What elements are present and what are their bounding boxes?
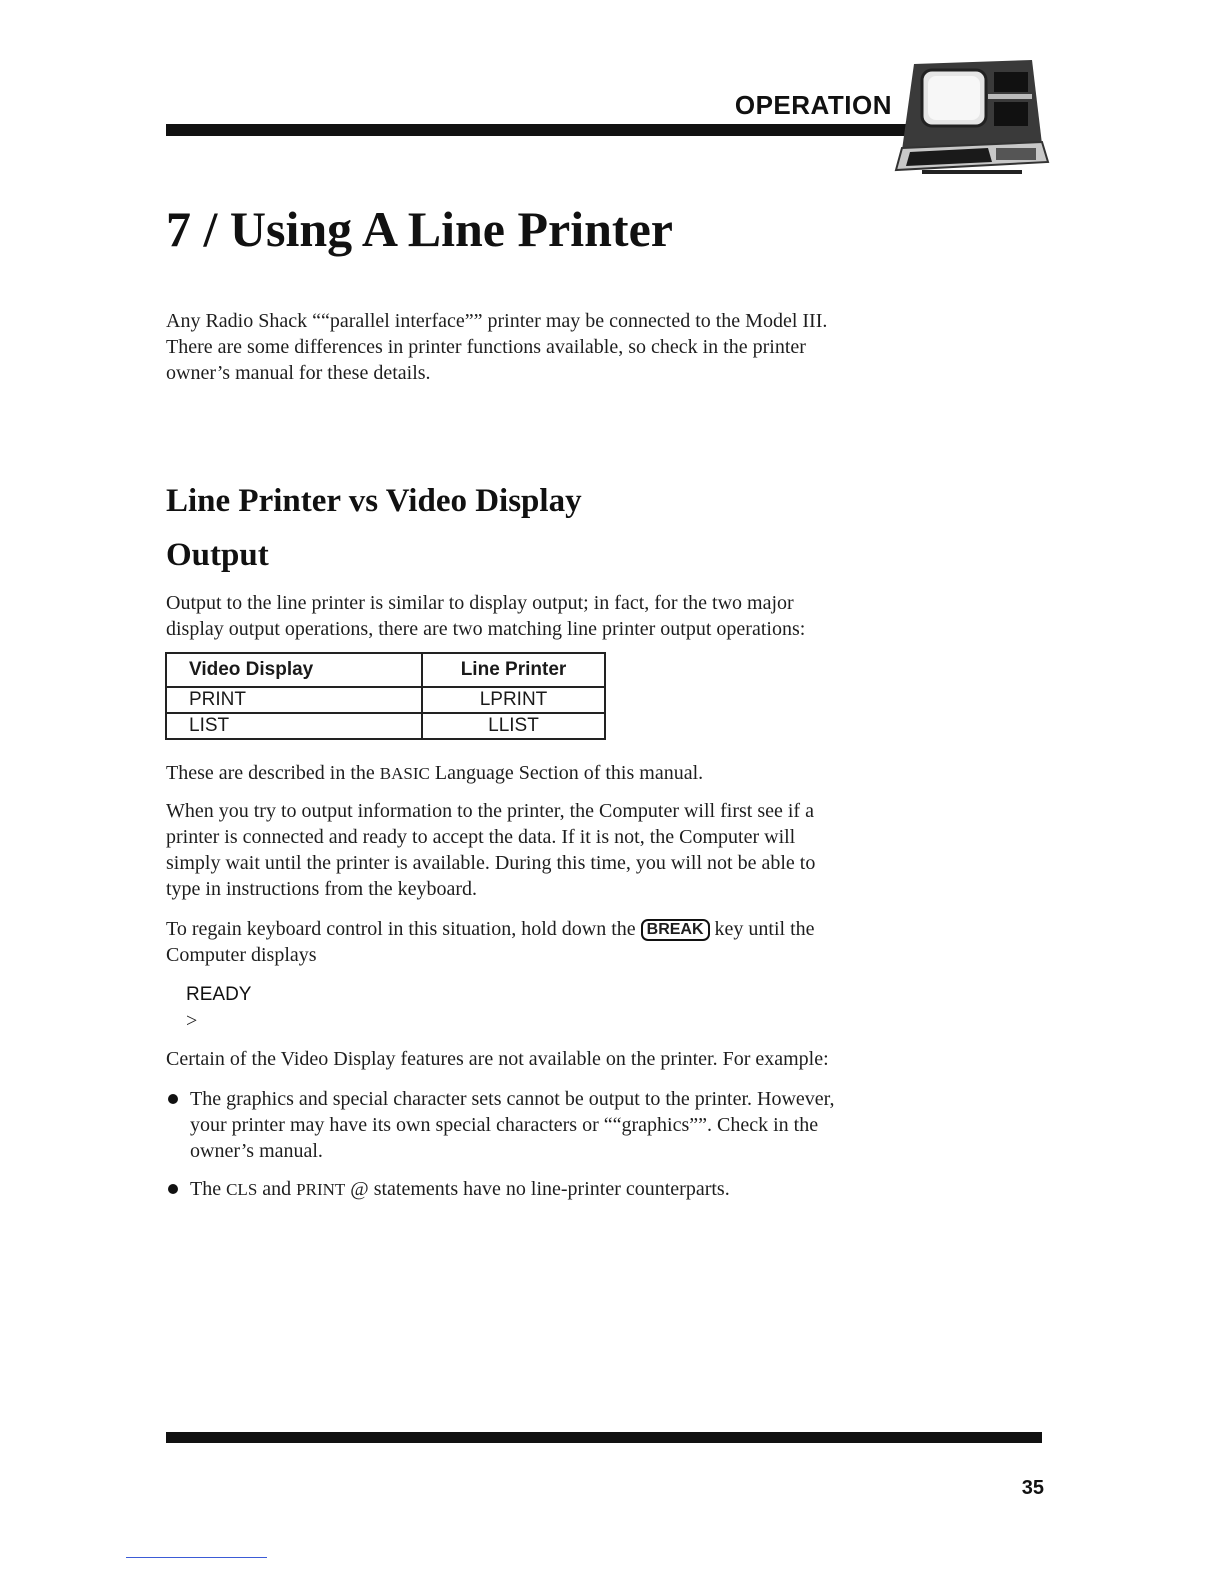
table-cell: LLIST: [422, 713, 605, 739]
wait-line: When you try to output information to the printer, the Computer will first see if a: [166, 800, 814, 822]
regain-line: Computer displays: [166, 944, 317, 966]
bullet-line: your printer may have its own special characters or ““graphics””. Check in the: [190, 1114, 819, 1136]
regain-line: [166, 916, 866, 942]
bullet-text: The: [190, 1178, 227, 1200]
intro-paragraph: [166, 308, 886, 386]
break-key-icon: BREAK: [641, 919, 710, 941]
described-paragraph: [166, 760, 886, 787]
certain-paragraph: Certain of the Video Display features are not available on the printer. For example:: [166, 1048, 829, 1070]
wait-line: type in instructions from the keyboard.: [166, 878, 478, 900]
wait-line: printer is connected and ready to accept the data. If it is not, the Computer will: [166, 826, 796, 848]
wait-paragraph: [166, 798, 866, 902]
table-cell: LIST: [166, 713, 422, 739]
section-heading-line: Output: [166, 537, 269, 573]
list-item: [166, 1176, 886, 1203]
output-paragraph: [166, 590, 886, 642]
regain-text: To regain keyboard control in this situation, hold down the: [166, 918, 641, 940]
footer-rule: [166, 1432, 1042, 1443]
bullet-icon: [168, 1094, 178, 1104]
list-item: [166, 1086, 886, 1164]
section-heading-line: Line Printer vs Video Display: [166, 483, 582, 519]
chapter-title: 7 / Using A Line Printer: [166, 201, 673, 257]
prompt-output: >: [186, 1010, 198, 1032]
table-cell: PRINT: [166, 687, 422, 713]
intro-line: There are some differences in printer functions available, so check in the printer: [166, 336, 806, 358]
ready-output: READY: [186, 984, 252, 1005]
basic-term: BASIC: [379, 764, 430, 783]
bullet-list: [166, 1086, 886, 1215]
cls-term: CLS: [226, 1180, 258, 1199]
wait-line: simply wait until the printer is available. During this time, you will not be able to: [166, 852, 816, 874]
regain-paragraph: [166, 916, 866, 968]
bullet-line: owner’s manual.: [190, 1140, 323, 1162]
described-text: Language Section of this manual.: [429, 762, 704, 784]
bullet-line: [190, 1176, 886, 1203]
page-number: 35: [1021, 1477, 1044, 1499]
bullet-icon: [168, 1184, 178, 1194]
bullet-line: The graphics and special character sets cannot be output to the printer. However,: [190, 1088, 835, 1110]
command-comparison-table: [165, 652, 606, 740]
table-cell: LPRINT: [422, 687, 605, 713]
table-row: [166, 687, 605, 713]
section-label: OPERATION: [734, 90, 892, 120]
computer-terminal-icon: [892, 58, 1052, 178]
table-header-row: [166, 653, 605, 687]
section-heading: [166, 474, 582, 582]
bullet-text: and: [257, 1178, 297, 1200]
output-line: Output to the line printer is similar to display output; in fact, for the two major: [166, 592, 794, 614]
intro-line: owner’s manual for these details.: [166, 362, 431, 384]
described-text: These are described in the: [166, 762, 380, 784]
intro-line: Any Radio Shack ““parallel interface”” printer may be connected to the Model III.: [166, 310, 828, 332]
output-line: display output operations, there are two matching line printer output operations:: [166, 618, 806, 640]
regain-text: key until the: [709, 918, 815, 940]
table-row: [166, 713, 605, 739]
header-rule: [166, 124, 906, 136]
print-term: PRINT: [296, 1180, 346, 1199]
table-header-cell: Line Printer: [422, 653, 605, 687]
footnote-line: [126, 1557, 267, 1558]
table-header-cell: Video Display: [166, 653, 422, 687]
bullet-text: @ statements have no line-printer counterparts.: [345, 1178, 730, 1200]
